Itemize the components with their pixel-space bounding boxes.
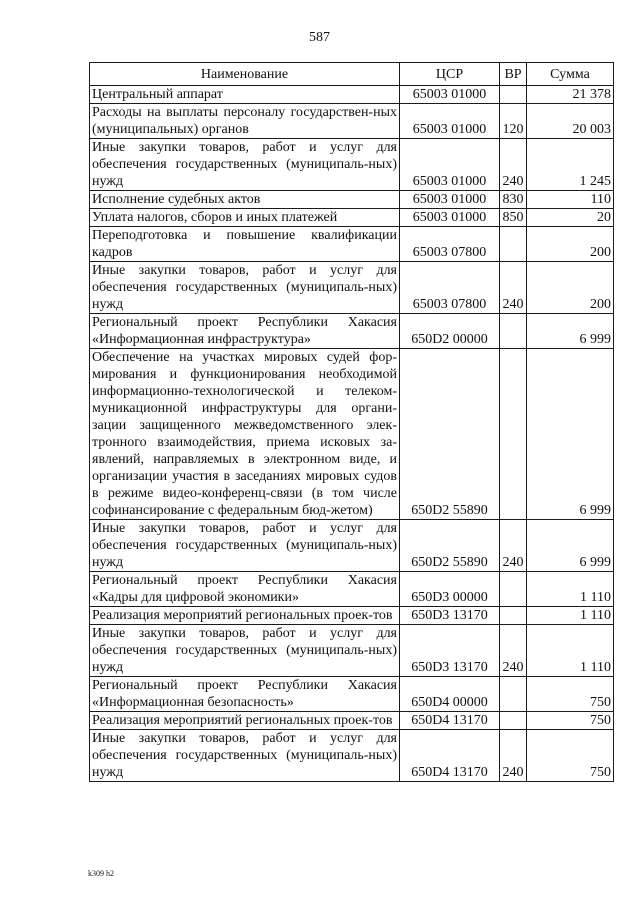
row-csr: 65003 01000	[400, 191, 500, 209]
row-csr: 650D3 13170	[400, 625, 500, 677]
row-sum: 20 003	[527, 104, 614, 139]
table-row	[90, 520, 614, 572]
header-vr: ВР	[500, 63, 527, 86]
table-row	[90, 314, 614, 349]
table-row	[90, 86, 614, 104]
row-sum: 1 245	[527, 139, 614, 191]
row-name: Уплата налогов, сборов и иных платежей	[90, 209, 400, 227]
row-vr: 830	[500, 191, 527, 209]
row-name: Региональный проект Республики Хакасия «Информационная инфраструктура»	[90, 314, 400, 349]
row-name: Реализация мероприятий региональных проек-тов	[90, 607, 400, 625]
row-vr: 240	[500, 262, 527, 314]
budget-table	[89, 62, 614, 782]
table-header-row	[90, 63, 614, 86]
row-csr: 650D2 55890	[400, 520, 500, 572]
row-sum: 1 110	[527, 625, 614, 677]
row-sum: 1 110	[527, 572, 614, 607]
row-csr: 650D4 00000	[400, 677, 500, 712]
table-row	[90, 625, 614, 677]
row-sum: 20	[527, 209, 614, 227]
row-csr: 650D3 13170	[400, 607, 500, 625]
table-row	[90, 139, 614, 191]
row-vr: 120	[500, 104, 527, 139]
table-row	[90, 607, 614, 625]
row-sum: 21 378	[527, 86, 614, 104]
table-row	[90, 349, 614, 520]
page-number: 587	[309, 30, 330, 45]
row-sum: 750	[527, 730, 614, 782]
table-row	[90, 572, 614, 607]
row-vr	[500, 349, 527, 520]
row-name: Реализация мероприятий региональных проек-тов	[90, 712, 400, 730]
row-csr: 650D2 55890	[400, 349, 500, 520]
row-csr: 65003 01000	[400, 139, 500, 191]
row-name: Центральный аппарат	[90, 86, 400, 104]
row-csr: 65003 01000	[400, 104, 500, 139]
row-csr: 65003 07800	[400, 227, 500, 262]
row-sum: 6 999	[527, 349, 614, 520]
row-vr	[500, 86, 527, 104]
row-vr	[500, 314, 527, 349]
row-csr: 650D2 00000	[400, 314, 500, 349]
row-sum: 1 110	[527, 607, 614, 625]
row-vr: 240	[500, 625, 527, 677]
row-vr	[500, 712, 527, 730]
table-row	[90, 227, 614, 262]
row-name: Исполнение судебных актов	[90, 191, 400, 209]
row-sum: 750	[527, 677, 614, 712]
row-name: Региональный проект Республики Хакасия «Кадры для цифровой экономики»	[90, 572, 400, 607]
row-csr: 650D3 00000	[400, 572, 500, 607]
row-vr	[500, 227, 527, 262]
table-row	[90, 209, 614, 227]
row-name: Региональный проект Республики Хакасия «Информационная безопасность»	[90, 677, 400, 712]
footer-code: k309 h2	[88, 869, 114, 878]
table-row	[90, 730, 614, 782]
row-name: Иные закупки товаров, работ и услуг для обеспечения государственных (муниципаль-ных) нужд	[90, 139, 400, 191]
row-csr: 65003 01000	[400, 209, 500, 227]
row-name: Расходы на выплаты персоналу государствен-ных (муниципальных) органов	[90, 104, 400, 139]
row-csr: 650D4 13170	[400, 712, 500, 730]
header-sum: Сумма	[527, 63, 614, 86]
row-vr: 240	[500, 520, 527, 572]
row-vr	[500, 677, 527, 712]
row-sum: 110	[527, 191, 614, 209]
row-name: Переподготовка и повышение квалификации кадров	[90, 227, 400, 262]
row-vr: 240	[500, 139, 527, 191]
row-sum: 200	[527, 262, 614, 314]
row-csr: 65003 01000	[400, 86, 500, 104]
table-row	[90, 262, 614, 314]
row-sum: 6 999	[527, 314, 614, 349]
table-row	[90, 104, 614, 139]
row-name: Иные закупки товаров, работ и услуг для обеспечения государственных (муниципаль-ных) нужд	[90, 730, 400, 782]
table-row	[90, 191, 614, 209]
row-vr	[500, 607, 527, 625]
row-name: Обеспечение на участках мировых судей фор-мирования и функционирования необходимой информационно-технологической и телеком-муникационной инфраструктуры для органи-зации защищенного межведомственного элек-тронного взаимодействия, приема исковых за-явлений, направляемых в электронном виде, и организации участия в заседаниях мировых судов в режиме видео-конференц-связи (в том числе софинансирование с федеральным бюд-жетом)	[90, 349, 400, 520]
row-name: Иные закупки товаров, работ и услуг для обеспечения государственных (муниципаль-ных) нужд	[90, 625, 400, 677]
row-sum: 200	[527, 227, 614, 262]
row-csr: 650D4 13170	[400, 730, 500, 782]
row-sum: 750	[527, 712, 614, 730]
row-sum: 6 999	[527, 520, 614, 572]
row-vr: 850	[500, 209, 527, 227]
row-name: Иные закупки товаров, работ и услуг для обеспечения государственных (муниципаль-ных) нужд	[90, 520, 400, 572]
table-row	[90, 712, 614, 730]
row-csr: 65003 07800	[400, 262, 500, 314]
row-vr	[500, 572, 527, 607]
row-vr: 240	[500, 730, 527, 782]
header-csr: ЦСР	[400, 63, 500, 86]
table-row	[90, 677, 614, 712]
header-name: Наименование	[90, 63, 400, 86]
row-name: Иные закупки товаров, работ и услуг для обеспечения государственных (муниципаль-ных) нужд	[90, 262, 400, 314]
